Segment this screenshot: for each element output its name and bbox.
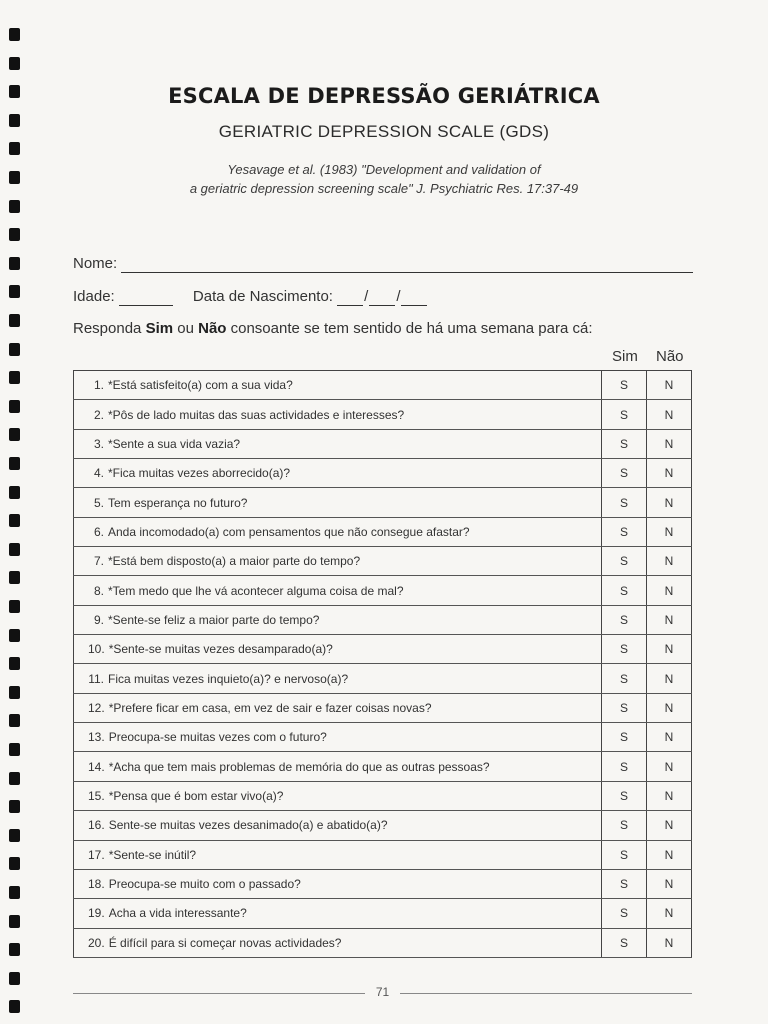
question-number: 4. [93, 466, 104, 481]
question-number: 12. [88, 700, 105, 715]
binding-hole [9, 285, 20, 298]
instruction-part3: consoante se tem sentido de há uma semana para cá: [226, 320, 593, 337]
answer-sim-option[interactable]: S [602, 635, 647, 664]
question-number: 1. [93, 378, 104, 393]
question-text: Tem esperança no futuro? [108, 495, 248, 510]
citation-line-1: Yesavage et al. (1983) "Development and validation of [227, 162, 541, 177]
question-row [74, 635, 692, 664]
question-text-cell [74, 664, 602, 693]
question-row [74, 664, 692, 693]
question-text: *Tem medo que lhe vá acontecer alguma coisa de mal? [108, 583, 404, 598]
answer-sim-option[interactable]: S [602, 488, 647, 517]
answer-nao-option[interactable]: N [647, 547, 692, 576]
answer-nao-option[interactable]: N [647, 928, 692, 957]
binding-hole [9, 686, 20, 699]
question-row [74, 752, 692, 781]
binding-hole [9, 714, 20, 727]
binding-hole [9, 200, 20, 213]
question-text-cell [74, 371, 602, 400]
answer-sim-option[interactable]: S [602, 781, 647, 810]
question-text-cell [74, 488, 602, 517]
answer-sim-option[interactable]: S [602, 752, 647, 781]
question-text: Anda incomodado(a) com pensamentos que não consegue afastar? [108, 524, 470, 539]
question-number: 11. [88, 671, 104, 686]
question-text: *Acha que tem mais problemas de memória do que as outras pessoas? [108, 759, 490, 774]
question-number: 9. [93, 612, 104, 627]
binding-hole [9, 486, 20, 499]
question-row [74, 371, 692, 400]
idade-label: Idade: [73, 288, 115, 305]
question-text-cell [74, 693, 602, 722]
answer-sim-option[interactable]: S [602, 869, 647, 898]
dob-field[interactable] [337, 288, 427, 305]
question-text: *Está bem disposto(a) a maior parte do tempo? [108, 554, 361, 569]
question-text-cell [74, 899, 602, 928]
question-text: *Prefere ficar em casa, em vez de sair e fazer coisas novas? [108, 700, 432, 715]
question-number: 3. [93, 436, 104, 451]
binding-hole [9, 343, 20, 356]
question-row [74, 928, 692, 957]
binding-hole [9, 514, 20, 527]
question-row [74, 781, 692, 810]
column-header-sim: Sim [612, 348, 638, 365]
question-row [74, 840, 692, 869]
answer-nao-option[interactable]: N [647, 429, 692, 458]
binding-hole [9, 371, 20, 384]
binding-hole [9, 943, 20, 956]
citation-line-2: a geriatric depression screening scale" J. Psychiatric Res. 17:37-49 [189, 181, 579, 196]
binding-hole [9, 1000, 20, 1013]
question-text: É difícil para si começar novas actividades? [108, 935, 342, 950]
instruction-part2: ou [173, 320, 199, 337]
question-number: 15. [88, 788, 105, 803]
question-text: Preocupa-se muitas vezes com o futuro? [108, 730, 327, 745]
footer-rule-right [400, 993, 692, 994]
question-number: 16. [88, 818, 105, 833]
binding-hole [9, 829, 20, 842]
binding-hole [9, 28, 20, 41]
answer-nao-option[interactable]: N [647, 400, 692, 429]
question-text: *Sente-se muitas vezes desamparado(a)? [108, 642, 333, 657]
question-text-cell [74, 517, 602, 546]
answer-sim-option[interactable]: S [602, 723, 647, 752]
nome-input-line[interactable] [121, 255, 693, 273]
question-number: 7. [93, 554, 104, 569]
answer-nao-option[interactable]: N [647, 576, 692, 605]
question-number: 14. [88, 759, 105, 774]
citation [0, 160, 768, 198]
answer-sim-option[interactable]: S [602, 547, 647, 576]
question-row [74, 899, 692, 928]
question-row [74, 517, 692, 546]
answer-nao-option[interactable]: N [647, 371, 692, 400]
answer-sim-option[interactable]: S [602, 371, 647, 400]
dob-separator: / [364, 288, 369, 305]
answer-sim-option[interactable]: S [602, 459, 647, 488]
binding-hole [9, 400, 20, 413]
answer-sim-option[interactable]: S [602, 400, 647, 429]
question-text: Sente-se muitas vezes desanimado(a) e abatido(a)? [108, 818, 388, 833]
question-text-cell [74, 723, 602, 752]
question-number: 5. [93, 495, 104, 510]
question-text: *Está satisfeito(a) com a sua vida? [108, 378, 293, 393]
question-row [74, 429, 692, 458]
question-text-cell [74, 811, 602, 840]
question-text: *Sente a sua vida vazia? [108, 436, 241, 451]
answer-nao-option[interactable]: N [647, 693, 692, 722]
answer-nao-option[interactable]: N [647, 811, 692, 840]
answer-nao-option[interactable]: N [647, 664, 692, 693]
dob-label: Data de Nascimento: [192, 288, 333, 305]
question-text-cell [74, 429, 602, 458]
binding-hole [9, 257, 20, 270]
dob-day-line[interactable] [337, 288, 363, 306]
binding-hole [9, 772, 20, 785]
question-row [74, 605, 692, 634]
column-header-nao: Não [656, 348, 684, 365]
answer-sim-option[interactable]: S [602, 811, 647, 840]
footer-rule-left [73, 993, 365, 994]
question-number: 13. [88, 730, 105, 745]
answer-nao-option[interactable]: N [647, 781, 692, 810]
binding-hole [9, 800, 20, 813]
question-row [74, 869, 692, 898]
answer-sim-option[interactable]: S [602, 928, 647, 957]
question-text-cell [74, 547, 602, 576]
answer-sim-option[interactable]: S [602, 605, 647, 634]
nome-field[interactable] [73, 255, 693, 273]
answer-sim-option[interactable]: S [602, 576, 647, 605]
answer-nao-option[interactable]: N [647, 840, 692, 869]
question-number: 18. [88, 877, 105, 892]
binding-hole [9, 314, 20, 327]
binding-hole [9, 428, 20, 441]
answer-nao-option[interactable]: N [647, 869, 692, 898]
dob-separator: / [396, 288, 401, 305]
questions-table [73, 370, 692, 958]
answer-nao-option[interactable]: N [647, 635, 692, 664]
idade-row [73, 288, 427, 306]
question-text: *Pensa que é bom estar vivo(a)? [108, 788, 284, 803]
question-text-cell [74, 781, 602, 810]
question-text: Fica muitas vezes inquieto(a)? e nervoso(a)? [108, 671, 349, 686]
question-text-cell [74, 635, 602, 664]
binding-hole [9, 972, 20, 985]
nome-label: Nome: [73, 255, 118, 272]
question-row [74, 459, 692, 488]
question-text: *Sente-se feliz a maior parte do tempo? [108, 612, 320, 627]
question-row [74, 576, 692, 605]
dob-year-line[interactable] [401, 288, 427, 306]
question-row [74, 693, 692, 722]
answer-sim-option[interactable]: S [602, 840, 647, 869]
question-row [74, 723, 692, 752]
instruction-sim: Sim [145, 320, 174, 337]
instruction-nao: Não [198, 320, 227, 337]
question-row [74, 811, 692, 840]
answer-sim-option[interactable]: S [602, 693, 647, 722]
answer-nao-option[interactable]: N [647, 899, 692, 928]
question-number: 6. [93, 524, 104, 539]
question-text: *Pôs de lado muitas das suas actividades e interesses? [108, 407, 405, 422]
idade-input-line[interactable] [119, 288, 173, 306]
binding-hole [9, 857, 20, 870]
question-text: *Fica muitas vezes aborrecido(a)? [108, 466, 291, 481]
question-text-cell [74, 928, 602, 957]
binding-hole [9, 600, 20, 613]
binding-hole [9, 629, 20, 642]
answer-nao-option[interactable]: N [647, 459, 692, 488]
question-number: 8. [93, 583, 104, 598]
question-text-cell [74, 400, 602, 429]
page-number: 71 [375, 985, 390, 999]
instruction-part1: Responda [73, 320, 146, 337]
question-number: 2. [93, 407, 104, 422]
question-text: Acha a vida interessante? [108, 906, 247, 921]
question-number: 19. [88, 906, 105, 921]
page-subtitle: GERIATRIC DEPRESSION SCALE (GDS) [218, 122, 550, 141]
question-text-cell [74, 605, 602, 634]
question-row [74, 488, 692, 517]
answer-sim-option[interactable]: S [602, 429, 647, 458]
answer-nao-option[interactable]: N [647, 723, 692, 752]
binding-hole [9, 457, 20, 470]
binding-hole [9, 228, 20, 241]
answer-sim-option[interactable]: S [602, 517, 647, 546]
answer-nao-option[interactable]: N [647, 517, 692, 546]
question-text-cell [74, 576, 602, 605]
question-text-cell [74, 459, 602, 488]
question-number: 20. [88, 935, 105, 950]
answer-nao-option[interactable]: N [647, 605, 692, 634]
question-text-cell [74, 869, 602, 898]
answer-sim-option[interactable]: S [602, 899, 647, 928]
binding-hole [9, 915, 20, 928]
binding-hole [9, 886, 20, 899]
binding-hole [9, 57, 20, 70]
question-text-cell [74, 752, 602, 781]
binding-hole [9, 743, 20, 756]
dob-month-line[interactable] [369, 288, 395, 306]
question-number: 17. [88, 847, 105, 862]
page-title: ESCALA DE DEPRESSÃO GERIÁTRICA [168, 84, 600, 108]
question-row [74, 400, 692, 429]
question-row [74, 547, 692, 576]
binding-hole [9, 543, 20, 556]
binding-hole [9, 657, 20, 670]
answer-sim-option[interactable]: S [602, 664, 647, 693]
question-text-cell [74, 840, 602, 869]
binding-hole [9, 571, 20, 584]
answer-nao-option[interactable]: N [647, 752, 692, 781]
question-text: *Sente-se inútil? [108, 847, 197, 862]
answer-nao-option[interactable]: N [647, 488, 692, 517]
question-text: Preocupa-se muito com o passado? [108, 877, 301, 892]
instruction-text [73, 320, 593, 337]
question-number: 10. [88, 642, 105, 657]
binding-hole [9, 142, 20, 155]
